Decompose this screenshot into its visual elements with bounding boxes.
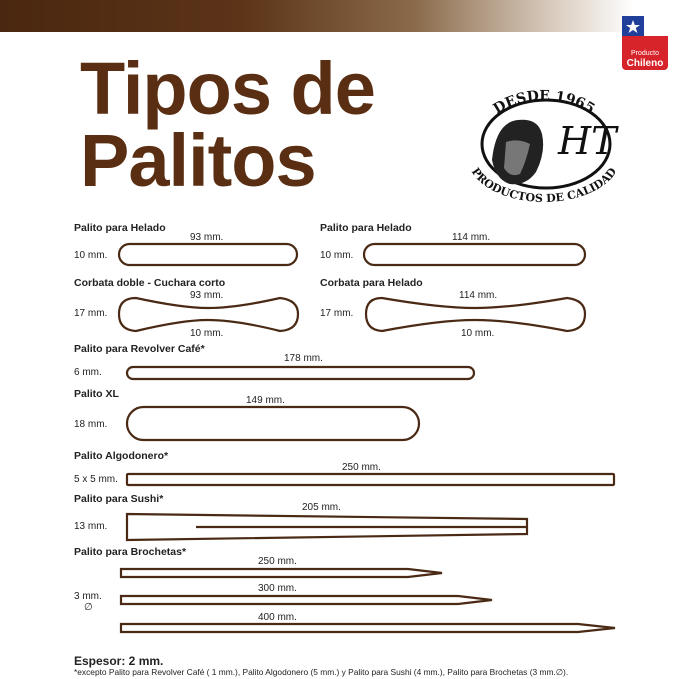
length-brocheta-300: 300 mm. (258, 583, 297, 594)
width-helado-93: 10 mm. (74, 250, 108, 261)
length-corbata-cuchara: 93 mm. (190, 290, 224, 301)
logo-bottom-text: PRODUCTOS DE CALIDAD (468, 165, 620, 204)
label-helado-93: Palito para Helado (74, 222, 166, 234)
stick-helado-114 (364, 244, 585, 265)
length-helado-93: 93 mm. (190, 232, 224, 243)
length-revolver: 178 mm. (284, 353, 323, 364)
stick-algodonero (127, 474, 614, 485)
stick-helado-93 (119, 244, 297, 265)
width-brochetas: 3 mm. (74, 591, 102, 602)
logo-top-text: DESDE 1965 (490, 88, 598, 118)
length-brocheta-400: 400 mm. (258, 612, 297, 623)
espesor-text: Espesor: 2 mm. (74, 654, 164, 668)
diameter-icon: ∅ (84, 602, 93, 613)
badge-line2: Chileno (626, 58, 664, 69)
length-corbata-helado: 114 mm. (459, 290, 498, 301)
length-helado-114: 114 mm. (452, 232, 491, 243)
stick-brocheta-250 (121, 569, 442, 577)
footnote: *excepto Palito para Revolver Café ( 1 mm.), Palito Algodonero (5 mm.) y Palito para Sushi (4 mm.), Palito para Brochetas (3 mm.∅). (74, 667, 569, 677)
label-sushi: Palito para Sushi* (74, 493, 164, 505)
stick-corbata-cuchara (119, 298, 298, 331)
width-corbata-cuchara: 17 mm. (74, 308, 108, 319)
label-corbata-helado: Corbata para Helado (320, 277, 423, 289)
label-xl: Palito XL (74, 388, 119, 400)
page-title-line2: Palitos (80, 119, 316, 202)
label-helado-114: Palito para Helado (320, 222, 412, 234)
stick-brocheta-300 (121, 596, 492, 604)
width-algodonero: 5 x 5 mm. (74, 474, 118, 485)
label-brochetas: Palito para Brochetas* (74, 546, 187, 558)
label-revolver: Palito para Revolver Café* (74, 343, 205, 355)
width-xl: 18 mm. (74, 419, 108, 430)
logo-monogram: HT (558, 119, 617, 163)
badge-line1: Producto (630, 50, 660, 57)
waist-corbata-cuchara: 10 mm. (190, 328, 224, 339)
width-helado-114: 10 mm. (320, 250, 354, 261)
width-corbata-helado: 17 mm. (320, 308, 354, 319)
length-sushi: 205 mm. (302, 502, 341, 513)
length-algodonero: 250 mm. (342, 462, 381, 473)
stick-xl (127, 407, 419, 440)
length-brocheta-250: 250 mm. (258, 556, 297, 567)
waist-corbata-helado: 10 mm. (461, 328, 495, 339)
length-xl: 149 mm. (246, 395, 285, 406)
page-title-line1: Tipos de (80, 47, 375, 130)
label-algodonero: Palito Algodonero* (74, 450, 169, 462)
label-corbata-cuchara: Corbata doble - Cuchara corto (74, 277, 226, 289)
stick-revolver (127, 367, 474, 379)
stick-brocheta-400 (121, 624, 615, 632)
stick-corbata-helado (366, 298, 585, 331)
width-sushi: 13 mm. (74, 521, 108, 532)
width-revolver: 6 mm. (74, 367, 102, 378)
